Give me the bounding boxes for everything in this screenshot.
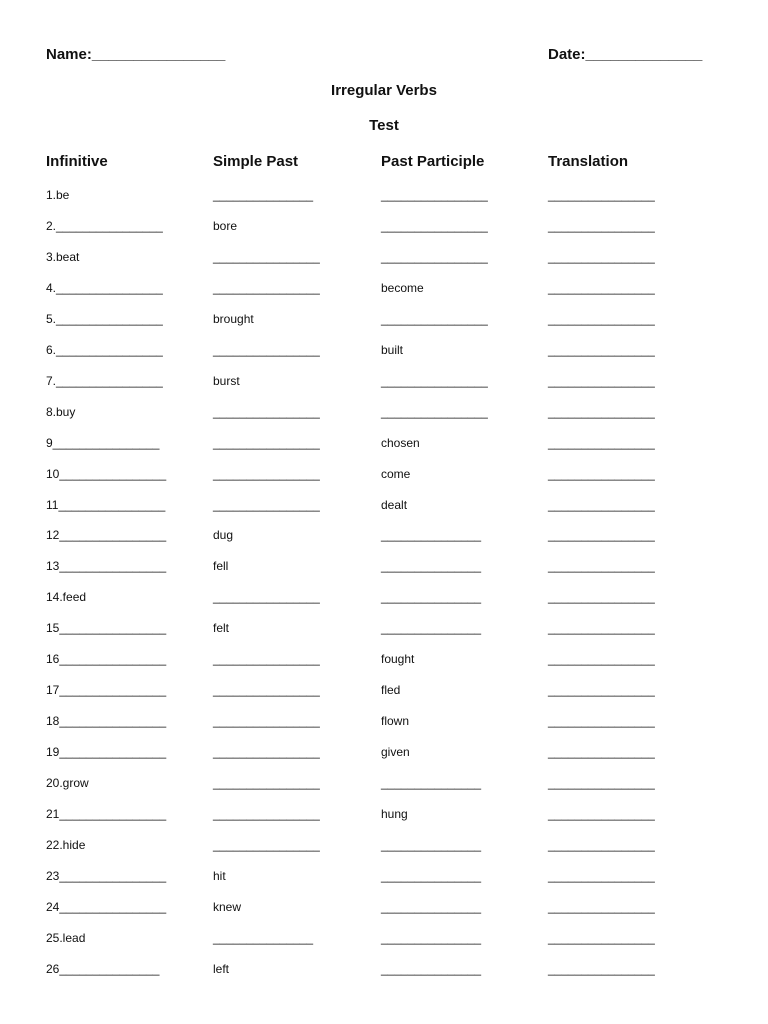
- simple-past-cell: ________________: [213, 714, 320, 729]
- translation-cell: ________________: [548, 466, 655, 481]
- infinitive-cell: 15________________: [46, 621, 167, 636]
- simple-past-cell: left: [213, 961, 230, 976]
- table-row: [0, 436, 768, 456]
- past-participle-cell: ________________: [381, 373, 488, 388]
- translation-cell: ________________: [548, 404, 655, 419]
- translation-cell: ________________: [548, 342, 655, 357]
- infinitive-cell: 10________________: [46, 466, 167, 481]
- infinitive-cell: 8.buy: [46, 404, 76, 419]
- simple-past-cell: dug: [213, 528, 234, 543]
- table-row: [0, 683, 768, 703]
- table-row: [0, 590, 768, 610]
- translation-cell: ________________: [548, 590, 655, 605]
- infinitive-cell: 18________________: [46, 714, 167, 729]
- simple-past-cell: ________________: [213, 807, 320, 821]
- past-participle-cell: hung: [381, 807, 408, 821]
- table-row: [0, 188, 768, 208]
- simple-past-cell: ________________: [213, 590, 320, 605]
- translation-cell: ________________: [548, 435, 655, 450]
- simple-past-cell: bore: [213, 218, 238, 233]
- past-participle-cell: _______________: [381, 868, 482, 883]
- table-row: [0, 931, 768, 951]
- past-participle-cell: flown: [381, 714, 410, 729]
- infinitive-cell: 5.________________: [46, 311, 163, 326]
- simple-past-cell: fell: [213, 559, 229, 574]
- past-participle-cell: ________________: [381, 249, 488, 264]
- table-row: [0, 652, 768, 672]
- infinitive-cell: 21________________: [46, 807, 167, 821]
- infinitive-cell: 25.lead: [46, 930, 86, 945]
- table-row: [0, 869, 768, 889]
- simple-past-cell: ________________: [213, 497, 320, 512]
- simple-past-cell: ________________: [213, 652, 320, 667]
- table-row: [0, 498, 768, 518]
- past-participle-cell: dealt: [381, 497, 408, 512]
- past-participle-cell: _______________: [381, 559, 482, 574]
- past-participle-cell: _______________: [381, 776, 482, 791]
- infinitive-cell: 13________________: [46, 559, 167, 574]
- translation-cell: ________________: [548, 652, 655, 667]
- infinitive-cell: 9________________: [46, 435, 160, 450]
- simple-past-cell: ________________: [213, 776, 320, 791]
- infinitive-cell: 14.feed: [46, 590, 87, 605]
- infinitive-cell: 20.grow: [46, 776, 89, 791]
- table-row: [0, 528, 768, 548]
- infinitive-cell: 17________________: [46, 683, 167, 698]
- simple-past-cell: ________________: [213, 683, 320, 698]
- translation-cell: ________________: [548, 559, 655, 574]
- column-header-translation: Translation: [548, 153, 629, 170]
- past-participle-cell: _______________: [381, 930, 482, 945]
- past-participle-cell: _______________: [381, 837, 482, 852]
- simple-past-cell: ________________: [213, 249, 320, 264]
- table-row: [0, 745, 768, 765]
- past-participle-cell: ________________: [381, 188, 488, 202]
- infinitive-cell: 22.hide: [46, 837, 86, 852]
- infinitive-cell: 16________________: [46, 652, 167, 667]
- table-row: [0, 559, 768, 579]
- infinitive-cell: 12________________: [46, 528, 167, 543]
- past-participle-cell: ________________: [381, 404, 488, 419]
- translation-cell: ________________: [548, 218, 655, 233]
- table-row: [0, 467, 768, 487]
- worksheet-subtitle: Test: [369, 117, 399, 134]
- infinitive-cell: 4.________________: [46, 280, 163, 295]
- past-participle-cell: built: [381, 342, 404, 357]
- translation-cell: ________________: [548, 249, 655, 264]
- translation-cell: ________________: [548, 745, 655, 760]
- table-row: [0, 838, 768, 858]
- column-header-infinitive: Infinitive: [46, 153, 108, 170]
- table-row: [0, 900, 768, 920]
- past-participle-cell: fought: [381, 652, 415, 667]
- simple-past-cell: ________________: [213, 435, 320, 450]
- simple-past-cell: burst: [213, 373, 240, 388]
- translation-cell: ________________: [548, 930, 655, 945]
- infinitive-cell: 6.________________: [46, 342, 163, 357]
- past-participle-cell: given: [381, 745, 410, 760]
- past-participle-cell: ________________: [381, 218, 488, 233]
- past-participle-cell: become: [381, 280, 424, 295]
- translation-cell: ________________: [548, 807, 655, 821]
- table-row: [0, 312, 768, 332]
- infinitive-cell: 3.beat: [46, 249, 80, 264]
- table-row: [0, 281, 768, 301]
- simple-past-cell: brought: [213, 311, 254, 326]
- past-participle-cell: _______________: [381, 899, 482, 914]
- simple-past-cell: felt: [213, 621, 230, 636]
- translation-cell: ________________: [548, 528, 655, 543]
- simple-past-cell: _______________: [213, 930, 314, 945]
- past-participle-cell: ________________: [381, 311, 488, 326]
- past-participle-cell: fled: [381, 683, 401, 698]
- past-participle-cell: come: [381, 466, 411, 481]
- table-row: [0, 250, 768, 270]
- translation-cell: ________________: [548, 961, 655, 976]
- column-header-past-participle: Past Participle: [381, 153, 485, 170]
- past-participle-cell: _______________: [381, 961, 482, 976]
- translation-cell: ________________: [548, 280, 655, 295]
- table-row: [0, 776, 768, 796]
- infinitive-cell: 24________________: [46, 899, 167, 914]
- infinitive-cell: 26_______________: [46, 961, 160, 976]
- translation-cell: ________________: [548, 776, 655, 791]
- table-row: [0, 621, 768, 641]
- infinitive-cell: 1.be: [46, 188, 70, 202]
- translation-cell: ________________: [548, 373, 655, 388]
- simple-past-cell: ________________: [213, 342, 320, 357]
- translation-cell: ________________: [548, 683, 655, 698]
- translation-cell: ________________: [548, 868, 655, 883]
- table-row: [0, 343, 768, 363]
- table-row: [0, 219, 768, 239]
- table-row: [0, 714, 768, 734]
- simple-past-cell: knew: [213, 899, 242, 914]
- worksheet-title: Irregular Verbs: [331, 82, 437, 99]
- simple-past-cell: _______________: [213, 188, 314, 202]
- table-row: [0, 374, 768, 394]
- past-participle-cell: _______________: [381, 528, 482, 543]
- past-participle-cell: chosen: [381, 435, 420, 450]
- simple-past-cell: hit: [213, 868, 226, 883]
- column-header-simple-past: Simple Past: [213, 153, 299, 170]
- infinitive-cell: 23________________: [46, 868, 167, 883]
- name-field-label: Name:________________: [46, 46, 226, 63]
- translation-cell: ________________: [548, 837, 655, 852]
- table-row: [0, 962, 768, 982]
- translation-cell: ________________: [548, 714, 655, 729]
- translation-cell: ________________: [548, 621, 655, 636]
- translation-cell: ________________: [548, 311, 655, 326]
- simple-past-cell: ________________: [213, 280, 320, 295]
- translation-cell: ________________: [548, 899, 655, 914]
- translation-cell: ________________: [548, 188, 655, 202]
- simple-past-cell: ________________: [213, 466, 320, 481]
- date-field-label: Date:______________: [548, 46, 703, 63]
- simple-past-cell: ________________: [213, 837, 320, 852]
- table-row: [0, 807, 768, 827]
- past-participle-cell: _______________: [381, 590, 482, 605]
- infinitive-cell: 7.________________: [46, 373, 163, 388]
- past-participle-cell: _______________: [381, 621, 482, 636]
- translation-cell: ________________: [548, 497, 655, 512]
- simple-past-cell: ________________: [213, 745, 320, 760]
- simple-past-cell: ________________: [213, 404, 320, 419]
- table-row: [0, 405, 768, 425]
- infinitive-cell: 19________________: [46, 745, 167, 760]
- infinitive-cell: 11________________: [46, 497, 166, 512]
- infinitive-cell: 2.________________: [46, 218, 163, 233]
